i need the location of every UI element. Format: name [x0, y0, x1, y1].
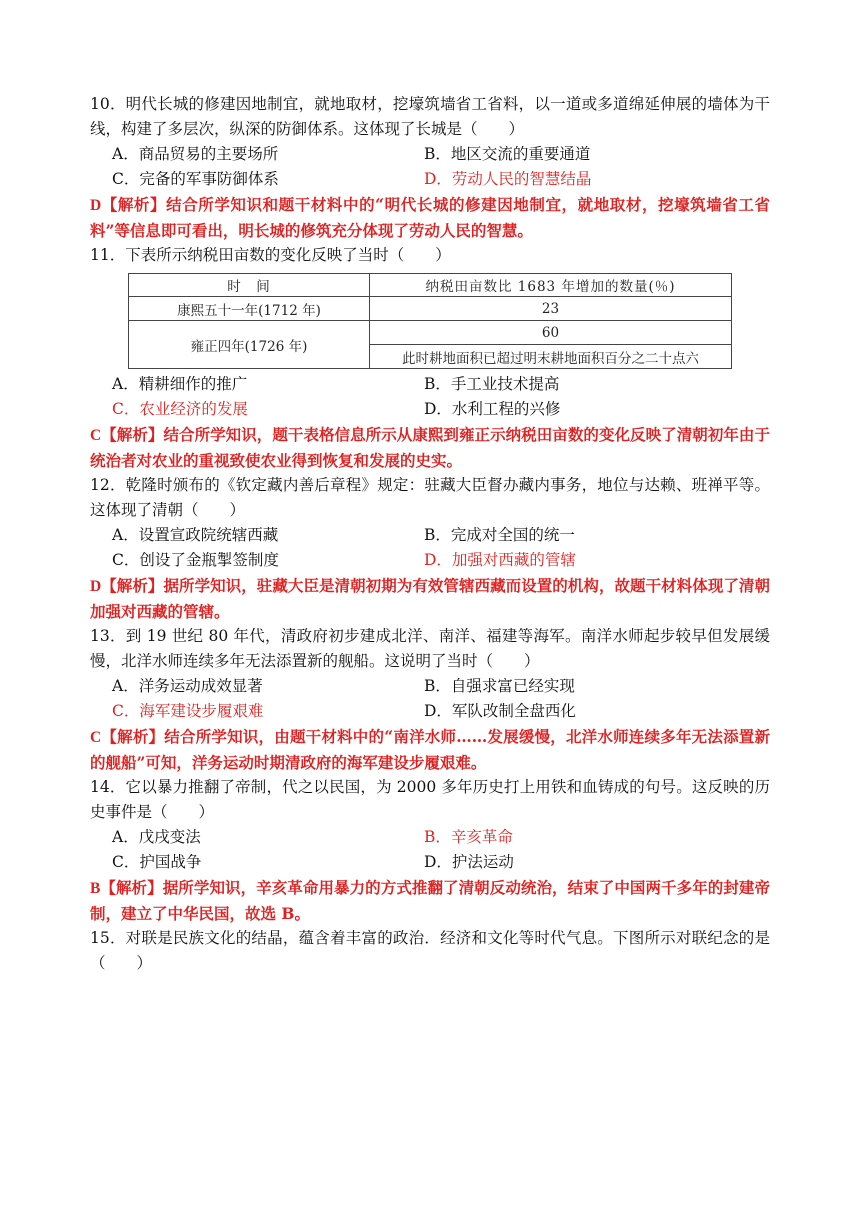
option-a: A．洋务运动成效显著 [112, 677, 263, 695]
table-cell: 雍正四年(1726 年) [129, 321, 370, 369]
option-d: D．军队改制全盘西化 [424, 702, 576, 720]
analysis-text: 据所学知识，辛亥革命用暴力的方式推翻了清朝反动统治，结束了中国两千多年的封建帝制，建立了中华民国，故选 B。 [90, 878, 770, 923]
option-d: D．护法运动 [424, 853, 514, 871]
question-stem: 15．对联是民族文化的结晶，蕴含着丰富的政治．经济和文化等时代气息。下图所示对联纪念的是（ ） [90, 929, 770, 972]
options-grid [90, 523, 770, 573]
option-d-answer: D．劳动人民的智慧结晶 [424, 170, 592, 188]
question-stem: 11．下表所示纳税田亩数的变化反映了当时（ ） [90, 246, 451, 264]
table-note-cell: 此时耕地面积已超过明末耕地面积百分之二十点六 [370, 345, 732, 369]
option-a: A．戊戌变法 [112, 828, 201, 846]
option-b: B．完成对全国的统一 [424, 526, 575, 544]
analysis [90, 573, 770, 624]
analysis-tag: D【解析】 [90, 197, 167, 214]
option-b: B．地区交流的重要通道 [424, 145, 591, 163]
analysis-tag: D【解析】 [90, 578, 164, 595]
analysis [90, 192, 770, 243]
options-grid [90, 825, 770, 875]
table-header-row [129, 274, 732, 297]
table-cell: 康熙五十一年(1712 年) [129, 297, 370, 321]
analysis-text: 据所学知识，驻藏大臣是清朝初期为有效管辖西藏而设置的机构，故题干材料体现了清朝加强对西藏的管辖。 [90, 576, 770, 621]
option-c: C．创设了金瓶掣签制度 [112, 551, 279, 569]
question-stem: 12．乾隆时颁布的《钦定藏内善后章程》规定：驻藏大臣督办藏内事务，地位与达赖、班禅平等。这体现了清朝（ ） [90, 476, 770, 519]
option-d-answer: D．加强对西藏的管辖 [424, 551, 576, 569]
option-a: A．设置宣政院统辖西藏 [112, 526, 279, 544]
options-grid [90, 674, 770, 724]
table-row [129, 321, 732, 345]
option-c: C．完备的军事防御体系 [112, 170, 279, 188]
table-row [129, 297, 732, 321]
question-stem: 10．明代长城的修建因地制宜，就地取材，挖壕筑墙省工省料，以一道或多道绵延伸展的墙体为干线，构建了多层次，纵深的防御体系。这体现了长城是（ ） [90, 95, 770, 138]
option-c: C．护国战争 [112, 853, 202, 871]
question-stem: 14．它以暴力推翻了帝制，代之以民国，为 2000 多年历史打上用铁和血铸成的句号。这反映的历史事件是（ ） [90, 778, 770, 821]
table-cell: 23 [370, 297, 732, 321]
option-b: B．自强求富已经实现 [424, 677, 575, 695]
analysis [90, 724, 770, 775]
options-grid [90, 142, 770, 192]
table-cell: 60 [370, 321, 732, 345]
question-stem: 13．到 19 世纪 80 年代，清政府初步建成北洋、南洋、福建等海军。南洋水师起步较早但发展缓慢，北洋水师连续多年无法添置新的舰船。这说明了当时（ ） [90, 627, 770, 670]
option-b: B．手工业技术提高 [424, 375, 560, 393]
analysis-text: 结合所学知识和题干材料中的“明代长城的修建因地制宜，就地取材，挖壕筑墙省工省料”等信息即可看出，明长城的修筑充分体现了劳动人民的智慧。 [90, 195, 771, 240]
analysis [90, 875, 770, 926]
option-b-answer: B．辛亥革命 [424, 828, 513, 846]
analysis-tag: B【解析】 [90, 880, 163, 897]
tax-table [128, 273, 732, 369]
analysis [90, 422, 770, 473]
options-grid [90, 372, 770, 422]
option-d: D．水利工程的兴修 [424, 400, 561, 418]
analysis-text: 结合所学知识，题干表格信息所示从康熙到雍正示纳税田亩数的变化反映了清朝初年由于统治者对农业的重视致使农业得到恢复和发展的史实。 [90, 425, 770, 470]
question-list [90, 92, 770, 976]
table-header-time: 时 间 [129, 274, 370, 297]
analysis-tag: C【解析】 [90, 729, 165, 746]
option-c-answer: C．海军建设步履艰难 [112, 702, 264, 720]
analysis-tag: C【解析】 [90, 427, 164, 444]
option-c-answer: C．农业经济的发展 [112, 400, 248, 418]
table-header-increase: 纳税田亩数比 1683 年增加的数量(％) [370, 274, 732, 297]
option-a: A．商品贸易的主要场所 [112, 145, 279, 163]
analysis-text: 结合所学知识，由题干材料中的“南洋水师……发展缓慢，北洋水师连续多年无法添置新的舰船”可知，洋务运动时期清政府的海军建设步履艰难。 [90, 727, 771, 772]
option-a: A．精耕细作的推广 [112, 375, 248, 393]
